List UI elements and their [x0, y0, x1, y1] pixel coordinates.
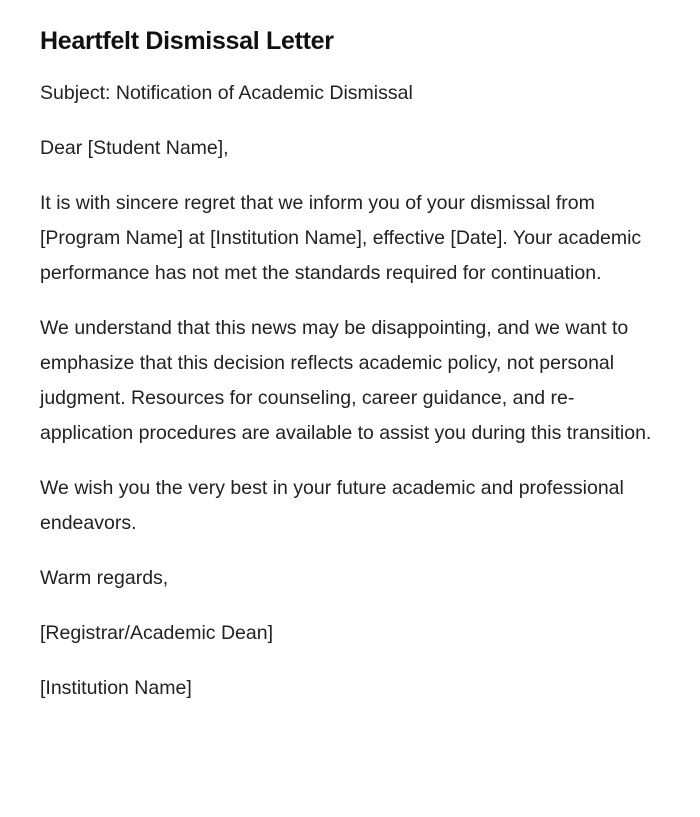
institution-name: [Institution Name]: [40, 677, 192, 699]
closing: Warm regards,: [40, 567, 169, 589]
body-paragraph: It is with sincere regret that we inform you of your dismissal from [Program Name] at [Institution Name], effective [Date]. Your academic performance has not met the standards required for continuation.: [40, 192, 642, 284]
body-paragraph: We understand that this news may be disappointing, and we want to emphasize that this decision reflects academic policy, not personal judgment. Resources for counseling, career guidance, and re-application procedures are available to assist you during this transition.: [40, 317, 652, 444]
signature: [Registrar/Academic Dean]: [40, 622, 274, 644]
letter-title: Heartfelt Dismissal Letter: [40, 27, 334, 55]
body-paragraph: We wish you the very best in your future academic and professional endeavors.: [40, 477, 624, 534]
greeting: Dear [Student Name],: [40, 137, 229, 159]
subject-line: Subject: Notification of Academic Dismissal: [40, 82, 413, 104]
